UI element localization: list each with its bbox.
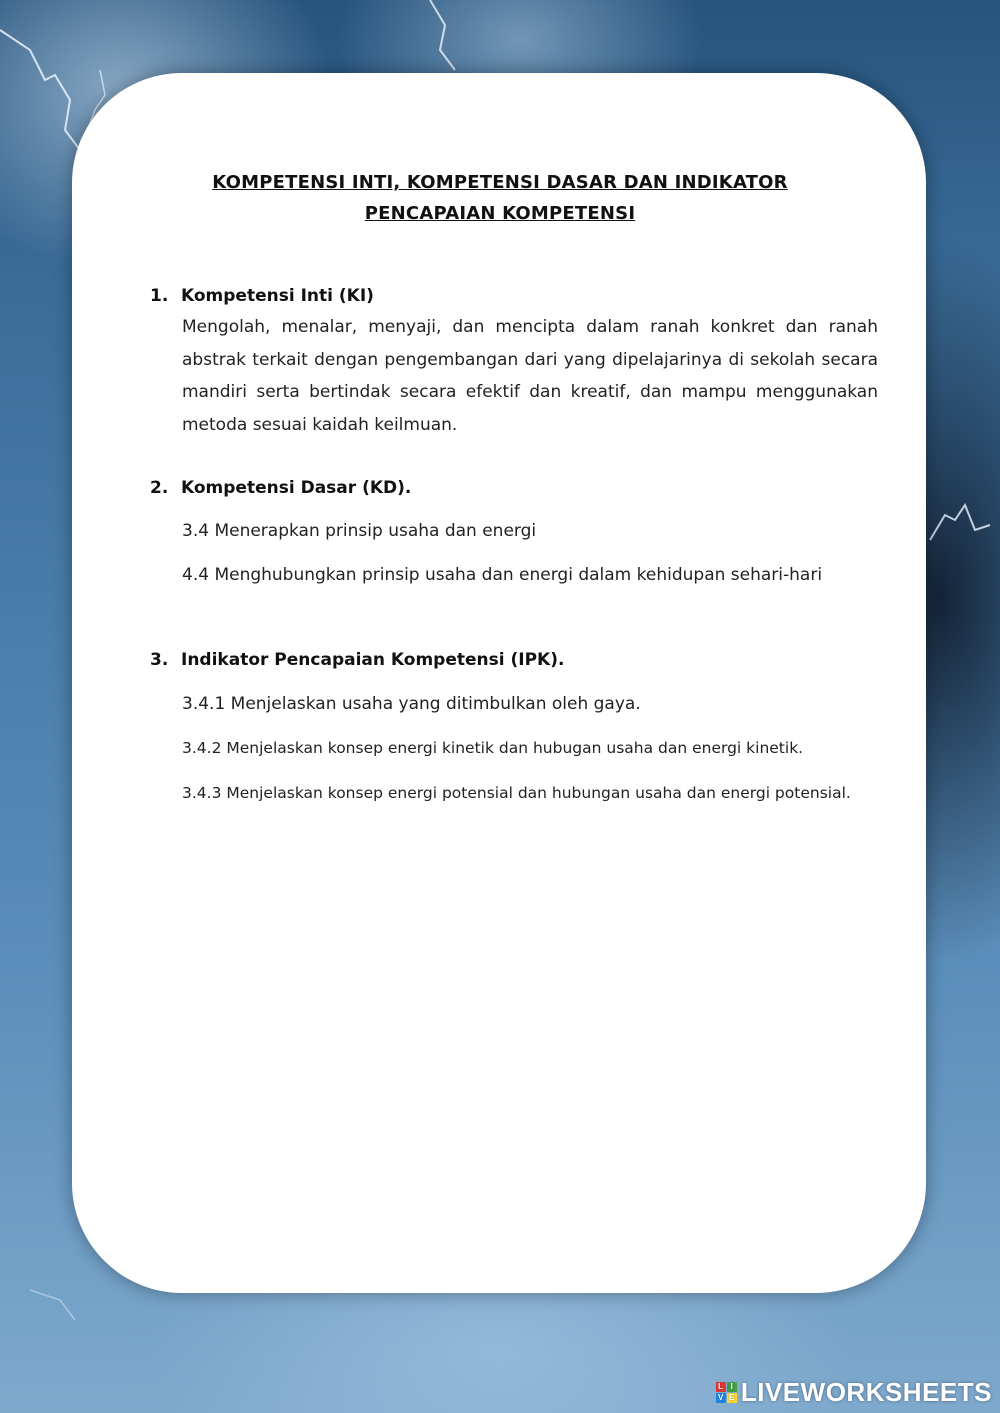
- section-1-body: Mengolah, menalar, menyaji, dan mencipta dalam ranah konkret dan ranah abstrak terkait dengan pengembangan dari yang dipelajarinya di sekolah secara mandiri serta bertindak secara efektif dan kreatif, dan mampu menggunakan metoda sesuai kaidah keilmuan.: [182, 317, 878, 435]
- section-2-number: 2.: [150, 478, 169, 498]
- liveworksheets-logo: [716, 1377, 992, 1408]
- ipk-item: 3.4.2 Menjelaskan konsep energi kinetik dan hubugan usaha dan energi kinetik.: [182, 739, 804, 757]
- kd-item: 4.4 Menghubungkan prinsip usaha dan energi dalam kehidupan sehari-hari: [182, 565, 823, 585]
- logo-mark-icon: L I V E: [716, 1382, 737, 1403]
- section-1-title: Kompetensi Inti (KI): [181, 286, 374, 306]
- document-title: [0, 167, 1000, 229]
- section-2-heading: [150, 478, 411, 498]
- logo-text: LIVEWORKSHEETS: [740, 1377, 992, 1407]
- content-card: [72, 73, 926, 1293]
- ipk-item: 3.4.3 Menjelaskan konsep energi potensial dan hubungan usaha dan energi potensial.: [182, 784, 851, 802]
- title-line-1: KOMPETENSI INTI, KOMPETENSI DASAR DAN INDIKATOR: [212, 172, 788, 193]
- section-1-heading: [150, 286, 374, 306]
- ipk-item: 3.4.1 Menjelaskan usaha yang ditimbulkan oleh gaya.: [182, 694, 641, 714]
- section-1-number: 1.: [150, 286, 169, 306]
- title-line-2: PENCAPAIAN KOMPETENSI: [364, 203, 636, 224]
- section-3-number: 3.: [150, 650, 169, 670]
- section-3-heading: [150, 650, 564, 670]
- section-2-title: Kompetensi Dasar (KD).: [181, 478, 412, 498]
- kd-item: 3.4 Menerapkan prinsip usaha dan energi: [182, 521, 537, 541]
- section-3-title: Indikator Pencapaian Kompetensi (IPK).: [181, 650, 565, 670]
